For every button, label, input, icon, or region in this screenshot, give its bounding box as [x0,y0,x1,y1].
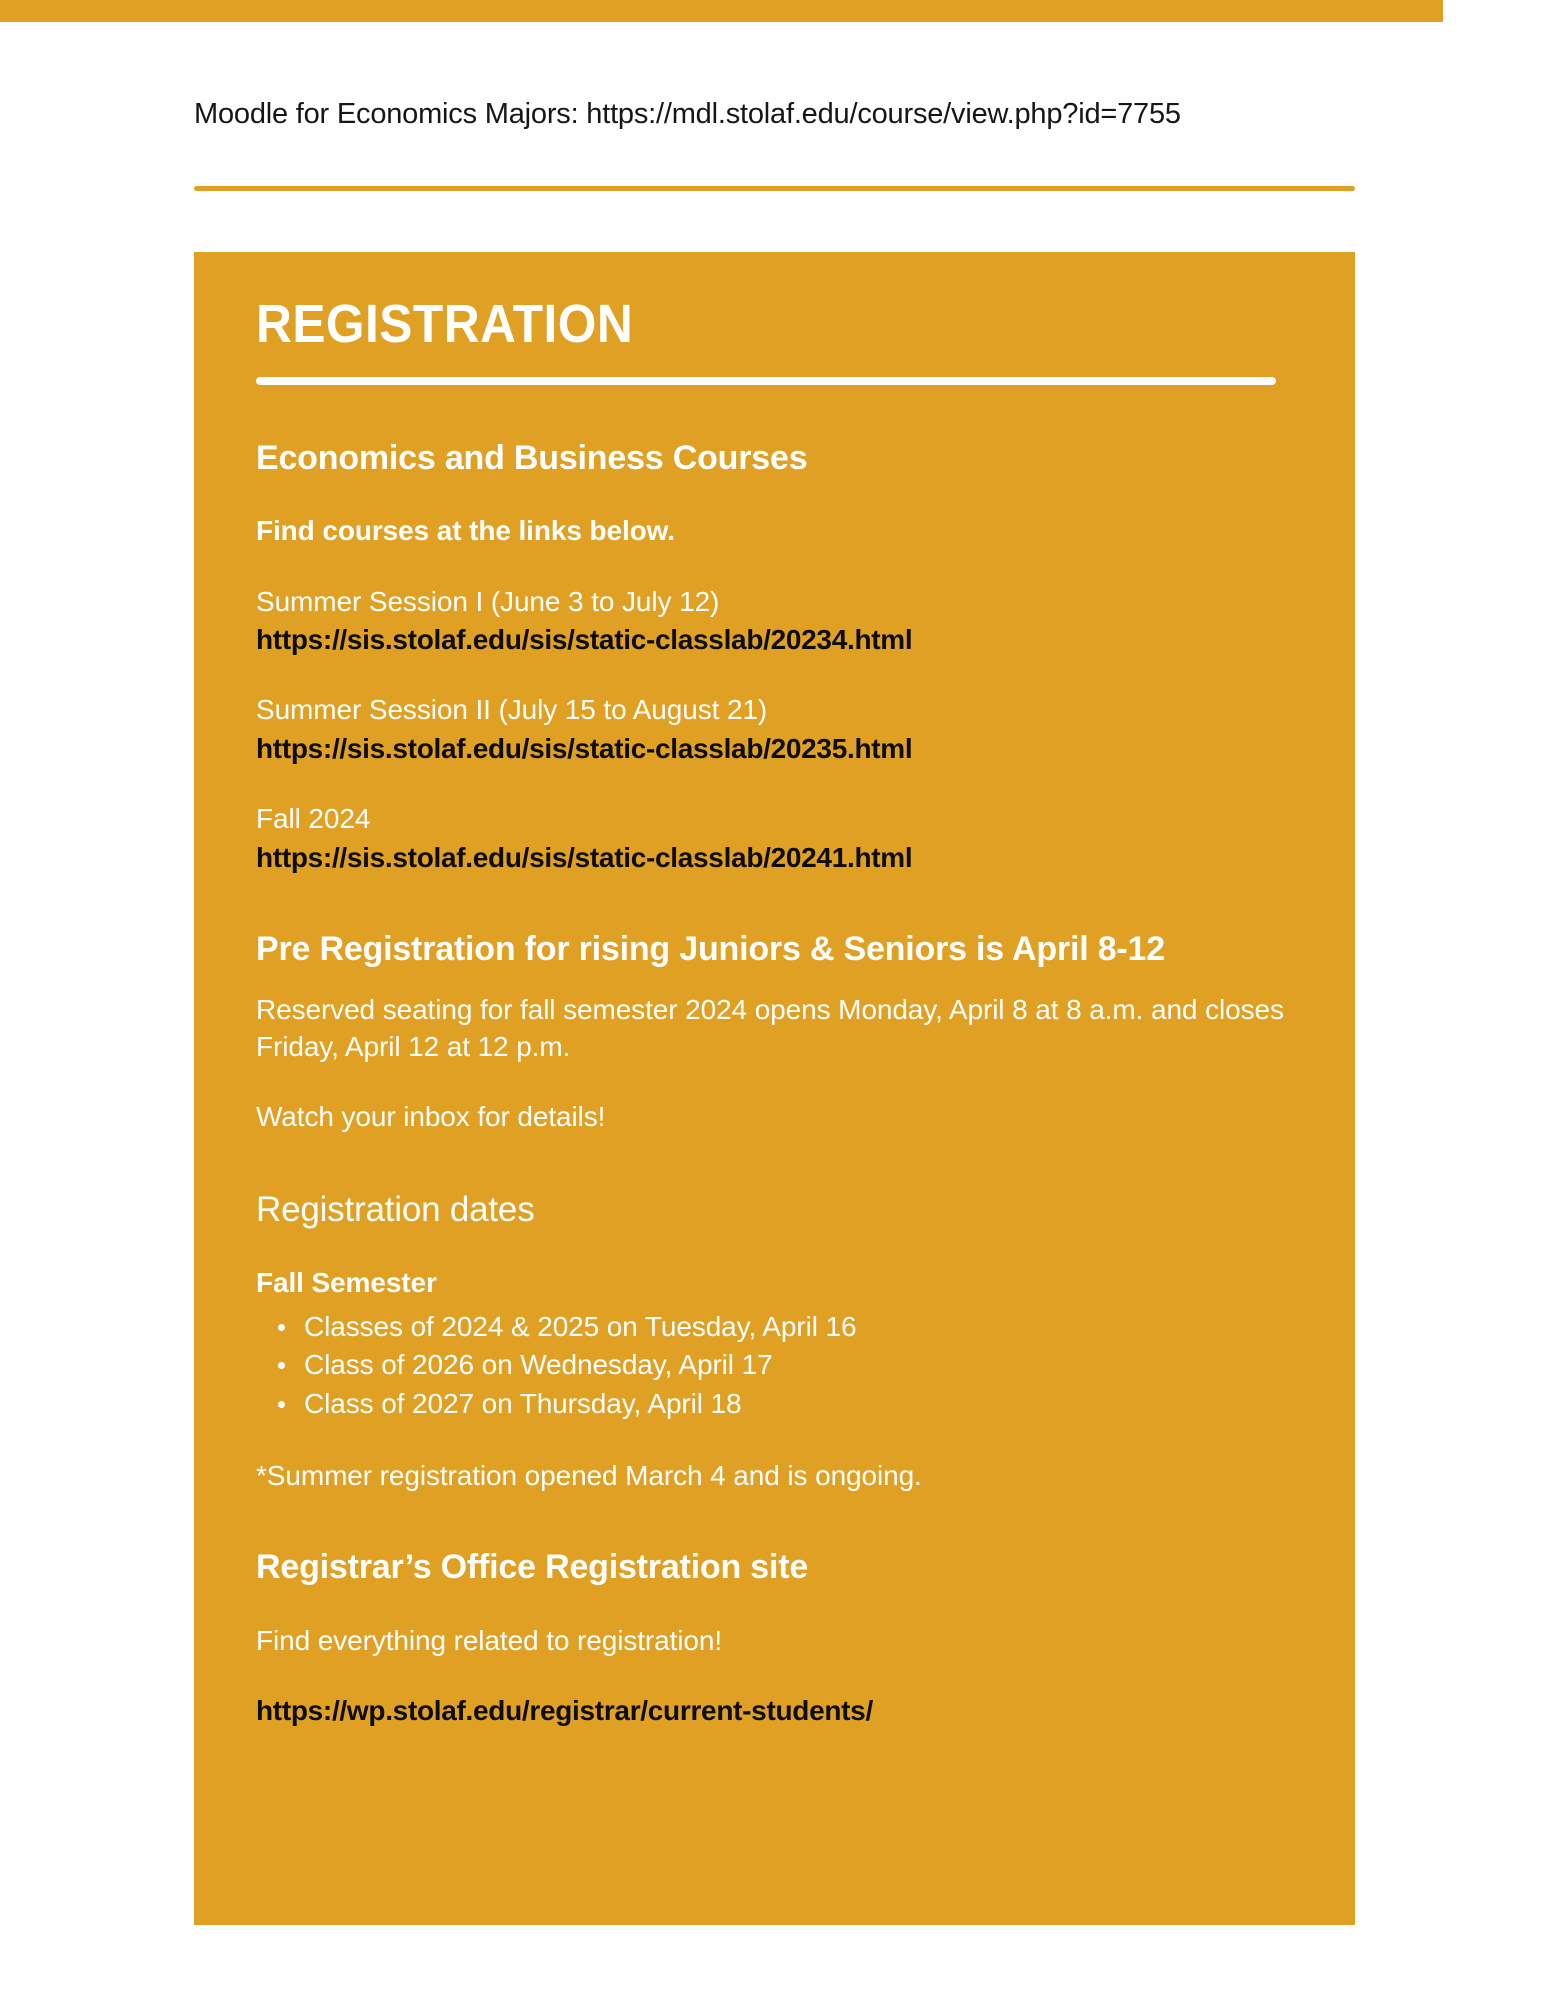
moodle-link-line[interactable]: Moodle for Economics Majors: https://mdl.stolaf.edu/course/view.php?id=7755 [194,98,1181,130]
list-item: Class of 2026 on Wednesday, April 17 [256,1346,1293,1385]
pre-registration-body: Reserved seating for fall semester 2024 opens Monday, April 8 at 8 a.m. and closes Friday, April 12 at 12 p.m. [256,994,1284,1062]
section-heading-registrar: Registrar’s Office Registration site [256,1548,809,1586]
link-block-summer-1 [256,584,1293,659]
registration-card [194,252,1355,1925]
top-accent-band [0,0,1443,22]
pre-registration-note: Watch your inbox for details! [256,1101,606,1133]
list-item: Classes of 2024 & 2025 on Tuesday, April 16 [256,1308,1293,1347]
link-label-fall-2024: Fall 2024 [256,803,371,835]
section-heading-registration-dates: Registration dates [256,1189,535,1229]
link-url-summer-1[interactable]: https://sis.stolaf.edu/sis/static-classlab/20234.html [256,623,913,655]
link-url-fall-2024[interactable]: https://sis.stolaf.edu/sis/static-classlab/20241.html [256,841,913,873]
page-header [194,98,1354,131]
section-heading-pre-registration: Pre Registration for rising Juniors & Seniors is April 8-12 [256,929,1165,968]
header-divider-rule [194,186,1355,191]
link-block-fall-2024 [256,801,1293,876]
page-title: REGISTRATION [256,294,634,354]
fall-semester-subheading: Fall Semester [256,1267,437,1299]
courses-intro-text: Find courses at the links below. [256,515,675,547]
link-label-summer-2: Summer Session II (July 15 to August 21) [256,694,768,726]
section-heading-courses: Economics and Business Courses [256,438,808,477]
list-item: Class of 2027 on Thursday, April 18 [256,1385,1293,1424]
registration-dates-list [256,1308,1293,1424]
summer-registration-footnote: *Summer registration opened March 4 and is ongoing. [256,1459,922,1491]
link-block-summer-2 [256,692,1293,767]
link-label-summer-1: Summer Session I (June 3 to July 12) [256,585,720,617]
link-url-summer-2[interactable]: https://sis.stolaf.edu/sis/static-classlab/20235.html [256,732,913,764]
registrar-url[interactable]: https://wp.stolaf.edu/registrar/current-students/ [256,1694,873,1726]
title-underline-rule [256,377,1276,385]
registrar-body-text: Find everything related to registration! [256,1624,723,1656]
